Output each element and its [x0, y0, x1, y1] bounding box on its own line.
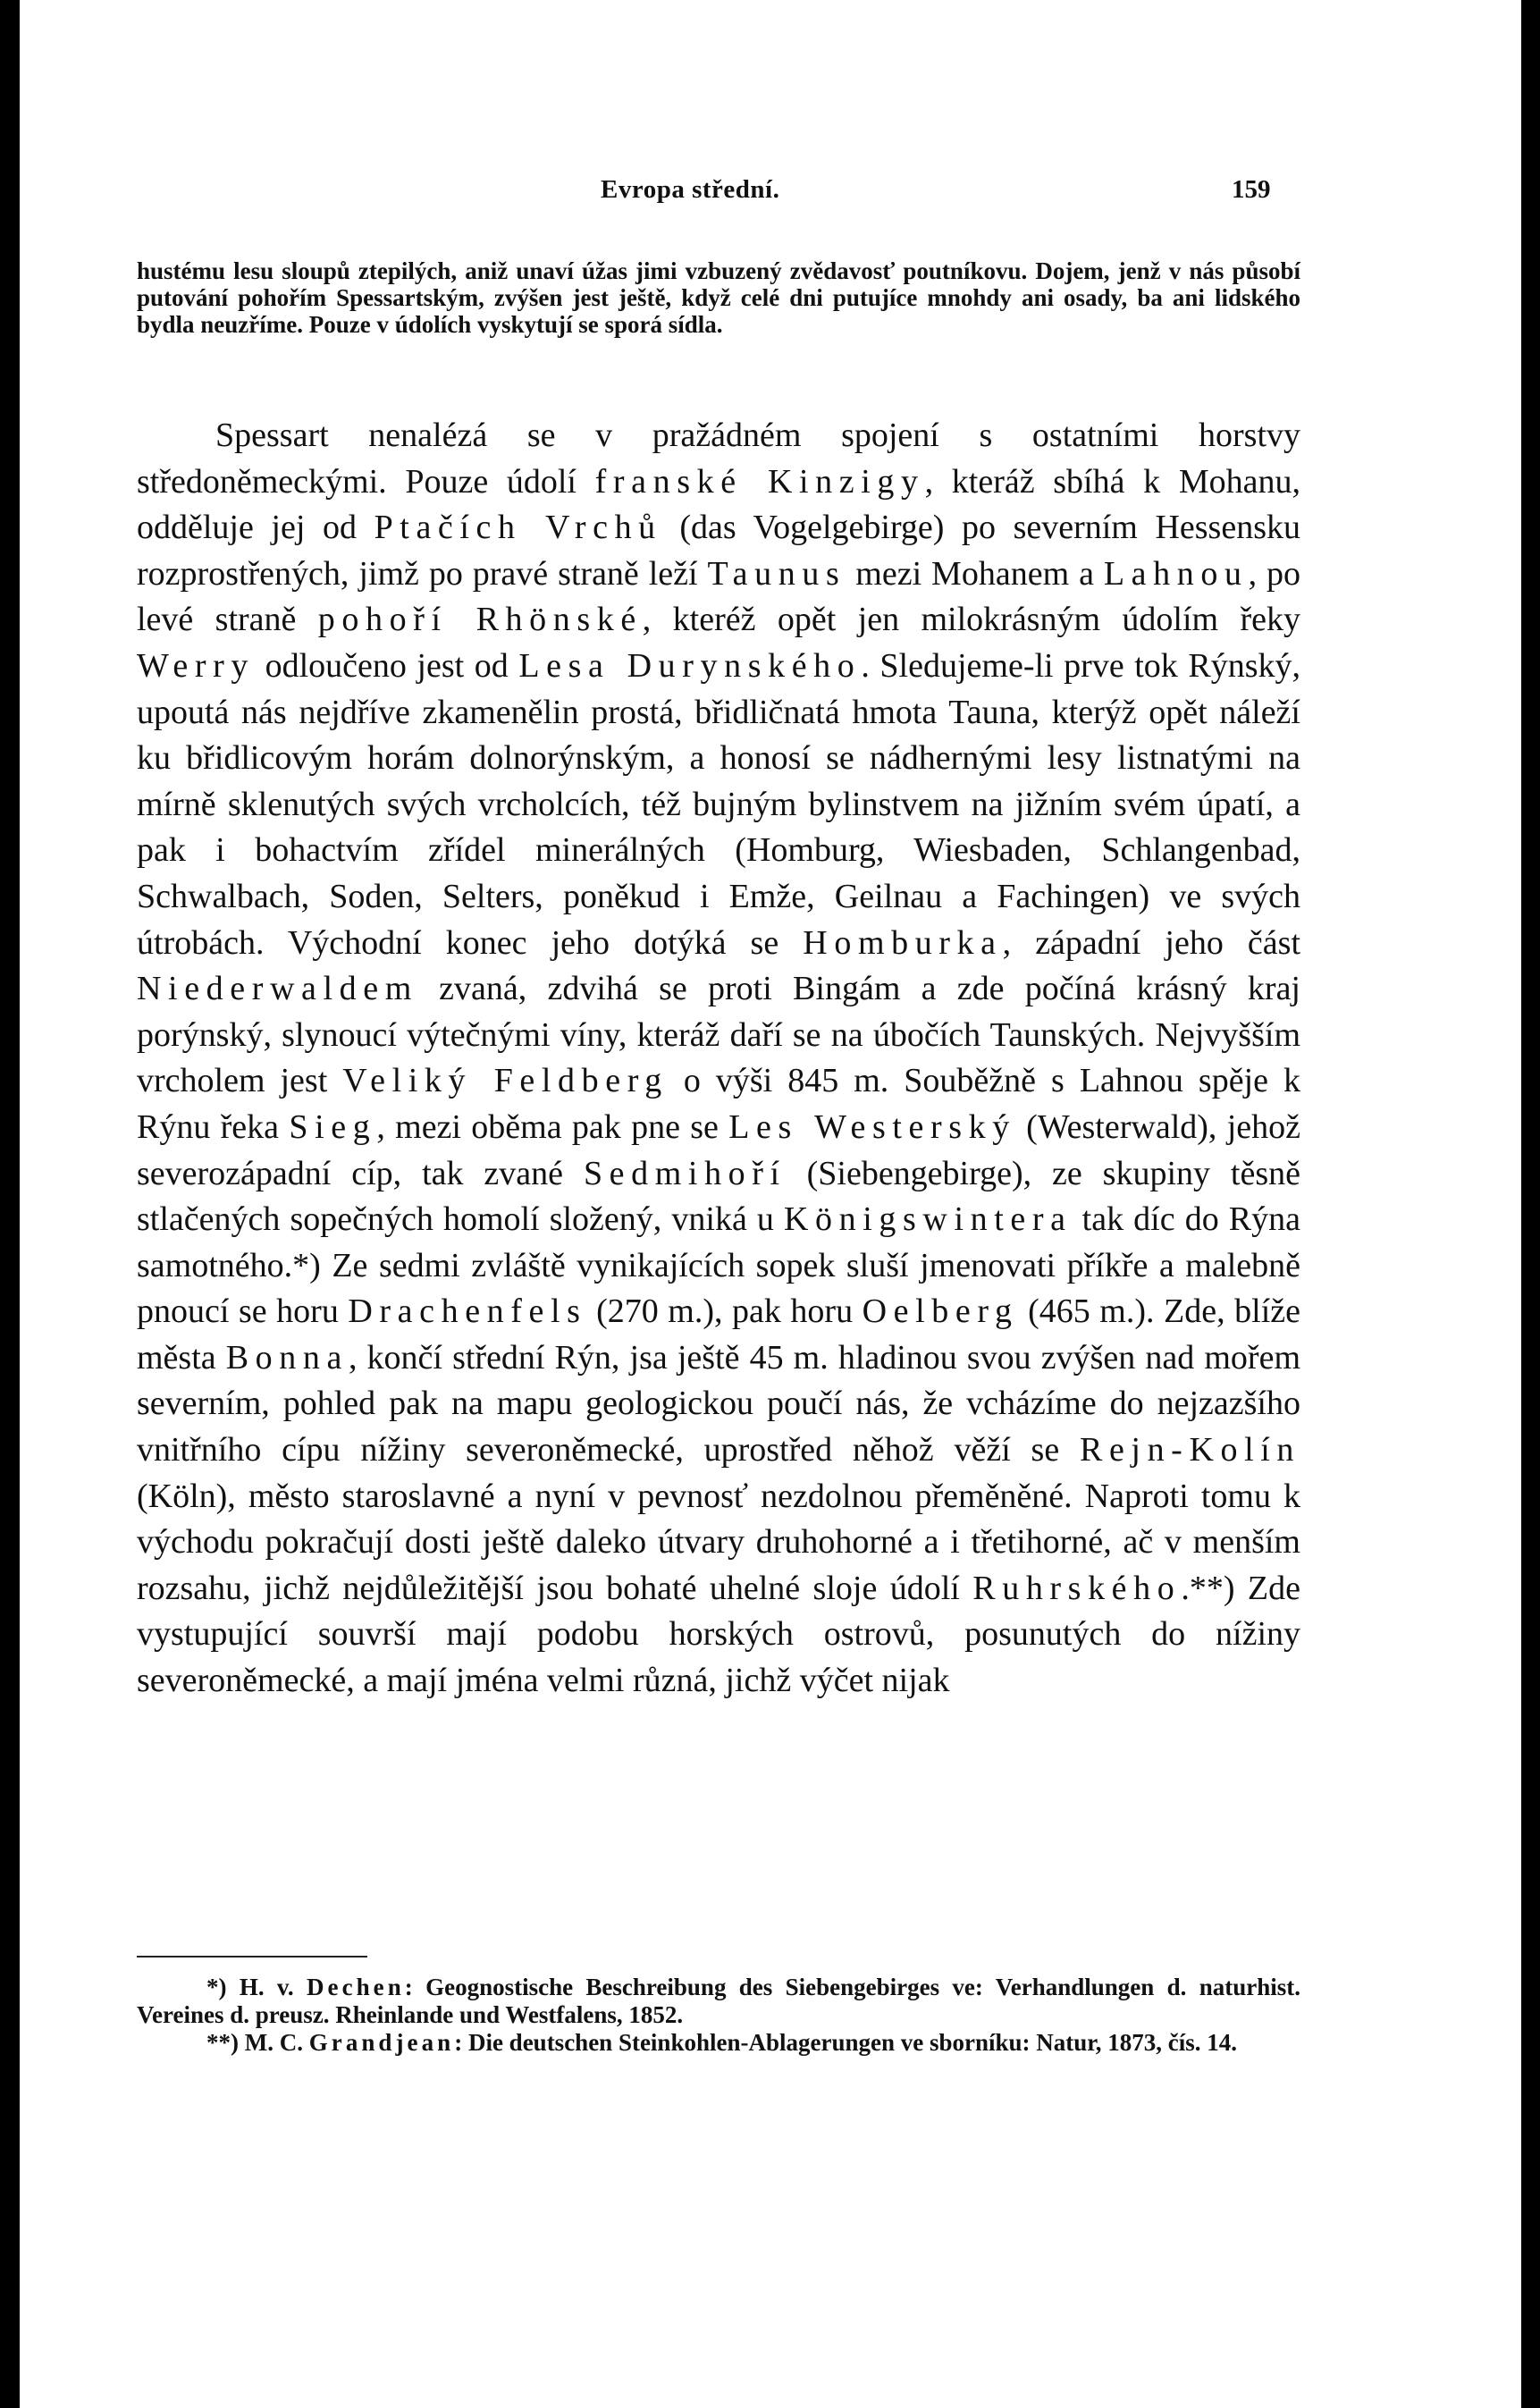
text-run: , kteráž sbíhá k Mohanu, odděluje jej od — [137, 462, 1300, 547]
spaced-name: Drachenfels — [348, 1292, 587, 1331]
footnote-text: : Geognostische Beschreibung des Siebengebirges ve: Verhandlungen d. naturhist. Vereines d. preusz. Rheinlande und Westfalens, 1852. — [137, 1974, 1300, 2028]
spaced-name: Veliký Feldberg — [342, 1062, 669, 1100]
page-header — [20, 175, 1521, 211]
spaced-name: Homburka — [803, 923, 1003, 962]
spaced-name: Taunus — [707, 554, 846, 593]
text-run: Spessart nenalézá se v pražádném spojení s ostatními horstvy středoněmeckými. Pouze údolí — [137, 417, 1300, 501]
footnote-1 — [137, 1974, 1300, 2029]
spaced-name: Werry — [137, 646, 255, 685]
spaced-name: Bonna — [225, 1338, 349, 1377]
footnote-marker: *) H. v. — [206, 1974, 307, 2000]
text-run: , západní jeho část — [1002, 923, 1300, 962]
footnote-author: Dechen — [306, 1974, 405, 2000]
text-run: mezi Mohanem a — [846, 554, 1104, 593]
text-run: o výši 845 m. Souběžně s Lahnou spěje k Rýnu řeka — [137, 1062, 1300, 1146]
spaced-name: Königswintera — [784, 1200, 1073, 1239]
spaced-name: Niederwaldem — [137, 970, 418, 1008]
text-run: , kteréž opět jen milokrásným údolím řeky — [642, 601, 1300, 639]
text-run: (465 m.). Zde, blíže města — [137, 1292, 1301, 1377]
book-page — [20, 0, 1521, 2408]
running-title: Evropa střední. — [601, 175, 780, 204]
footnote-author: Grandjean — [308, 2029, 455, 2056]
spaced-name: Les Westerský — [728, 1107, 1016, 1146]
spaced-name: Lahnou — [1103, 554, 1249, 593]
text-run: (Siebengebirge), ze skupiny těsně stlačených sopečných homolí složený, vniká u — [137, 1154, 1300, 1239]
spaced-name: Sedmihoří — [583, 1154, 787, 1192]
text-run: . Sledujeme-li prve tok Rýnský, upoutá nás nejdříve zkamenělin prostá, břidličnatá hmota Tauna, kterýž opět náleží ku břidlicovým horám dolnorýnským, a honosí se nádhernými lesy listnatými na mírně sklenutých svých vrcholcích, též bujným bylinstvem na jižním svém úpatí, a pak i bohactvím zřídel minerálných (Homburg, Wiesbaden, Schlangenbad, Schwalbach, Soden, Selters, poněkud i Emže, Geilnau a Fachingen) ve svých útrobách. Východní konec jeho dotýká se — [137, 646, 1300, 962]
spaced-name: Sieg — [289, 1107, 377, 1146]
text-run: (Köln), město staroslavné a nyní v pevnosť nezdolnou přeměněné. Naproti tomu k východu pokračují dosti ještě daleko útvary druhohorné a i třetihorné, ač v menším rozsahu, jichž nejdůležitější jsou bohaté uhelné sloje údolí — [137, 1477, 1300, 1607]
footnote-text: : Die deutschen Steinkohlen-Ablagerungen ve sborníku: Natur, 1873, čís. 14. — [454, 2029, 1238, 2056]
spaced-name: Rejn-Kolín — [1080, 1431, 1300, 1469]
text-run: zvaná, zdvihá se proti Bingám a zde počíná krásný kraj porýnský, slynoucí výtečnými víny, kteráž daří se na úbočích Taunských. Nejvyšším vrcholem jest — [137, 970, 1300, 1100]
text-run: (Westerwald), jehož severozápadní cíp, tak zvané — [137, 1107, 1300, 1192]
text-run: tak díc do Rýna samotného.*) Ze sedmi zvláště vynikajících sopek sluší jmenovati příkře a malebně pnoucí se horu — [137, 1200, 1301, 1331]
spaced-name: pohoří Rhönské — [317, 601, 643, 639]
text-run: (das Vogelgebirge) po severním Hessensku rozprostřených, jimž po pravé straně leží — [137, 509, 1300, 593]
main-paragraph — [137, 413, 1300, 1705]
intro-paragraph: hustému lesu sloupů ztepilých, aniž unaví úžas jimi vzbuzený zvědavosť poutníkovu. Dojem, jenž v nás působí putování pohořím Spessartským, zvýšen jest ještě, když celé dni putujíce mnohdy ani osady, ba ani lidského bydla neuzříme. Pouze v údolích vyskytují se sporá sídla. — [137, 257, 1300, 338]
text-run: , po levé straně — [137, 554, 1300, 639]
main-text — [137, 413, 1300, 1705]
spaced-name: Oelberg — [862, 1292, 1019, 1331]
text-run: (270 m.), pak horu — [586, 1292, 863, 1331]
spaced-name: franské Kinzigy — [594, 462, 925, 501]
footnote-2 — [137, 2029, 1300, 2057]
footnotes — [137, 1974, 1300, 2057]
spaced-name: Lesa Durynského — [518, 646, 862, 685]
spaced-name: Ruhrského — [972, 1569, 1182, 1607]
text-run: , končí střední Rýn, jsa ještě 45 m. hladinou svou zvýšen nad mořem severním, pohled pak na mapu geologickou poučí nás, že vcházíme do nejzazšího vnitřního cípu nížiny severoněmecké, uprostřed něhož věží se — [137, 1338, 1300, 1469]
page-number: 159 — [1232, 175, 1271, 204]
footnote-marker: **) M. C. — [206, 2029, 309, 2056]
footnote-divider — [137, 1956, 367, 1958]
spaced-name: Ptačích Vrchů — [374, 509, 662, 547]
text-run: , mezi oběma pak pne se — [376, 1107, 729, 1146]
text-run: .**) Zde vystupující souvrší mají podobu horských ostrovů, posunutých do nížiny severoněmecké, a mají jména velmi různá, jichž výčet nijak — [137, 1569, 1300, 1700]
text-run: odloučeno jest od — [255, 646, 519, 685]
